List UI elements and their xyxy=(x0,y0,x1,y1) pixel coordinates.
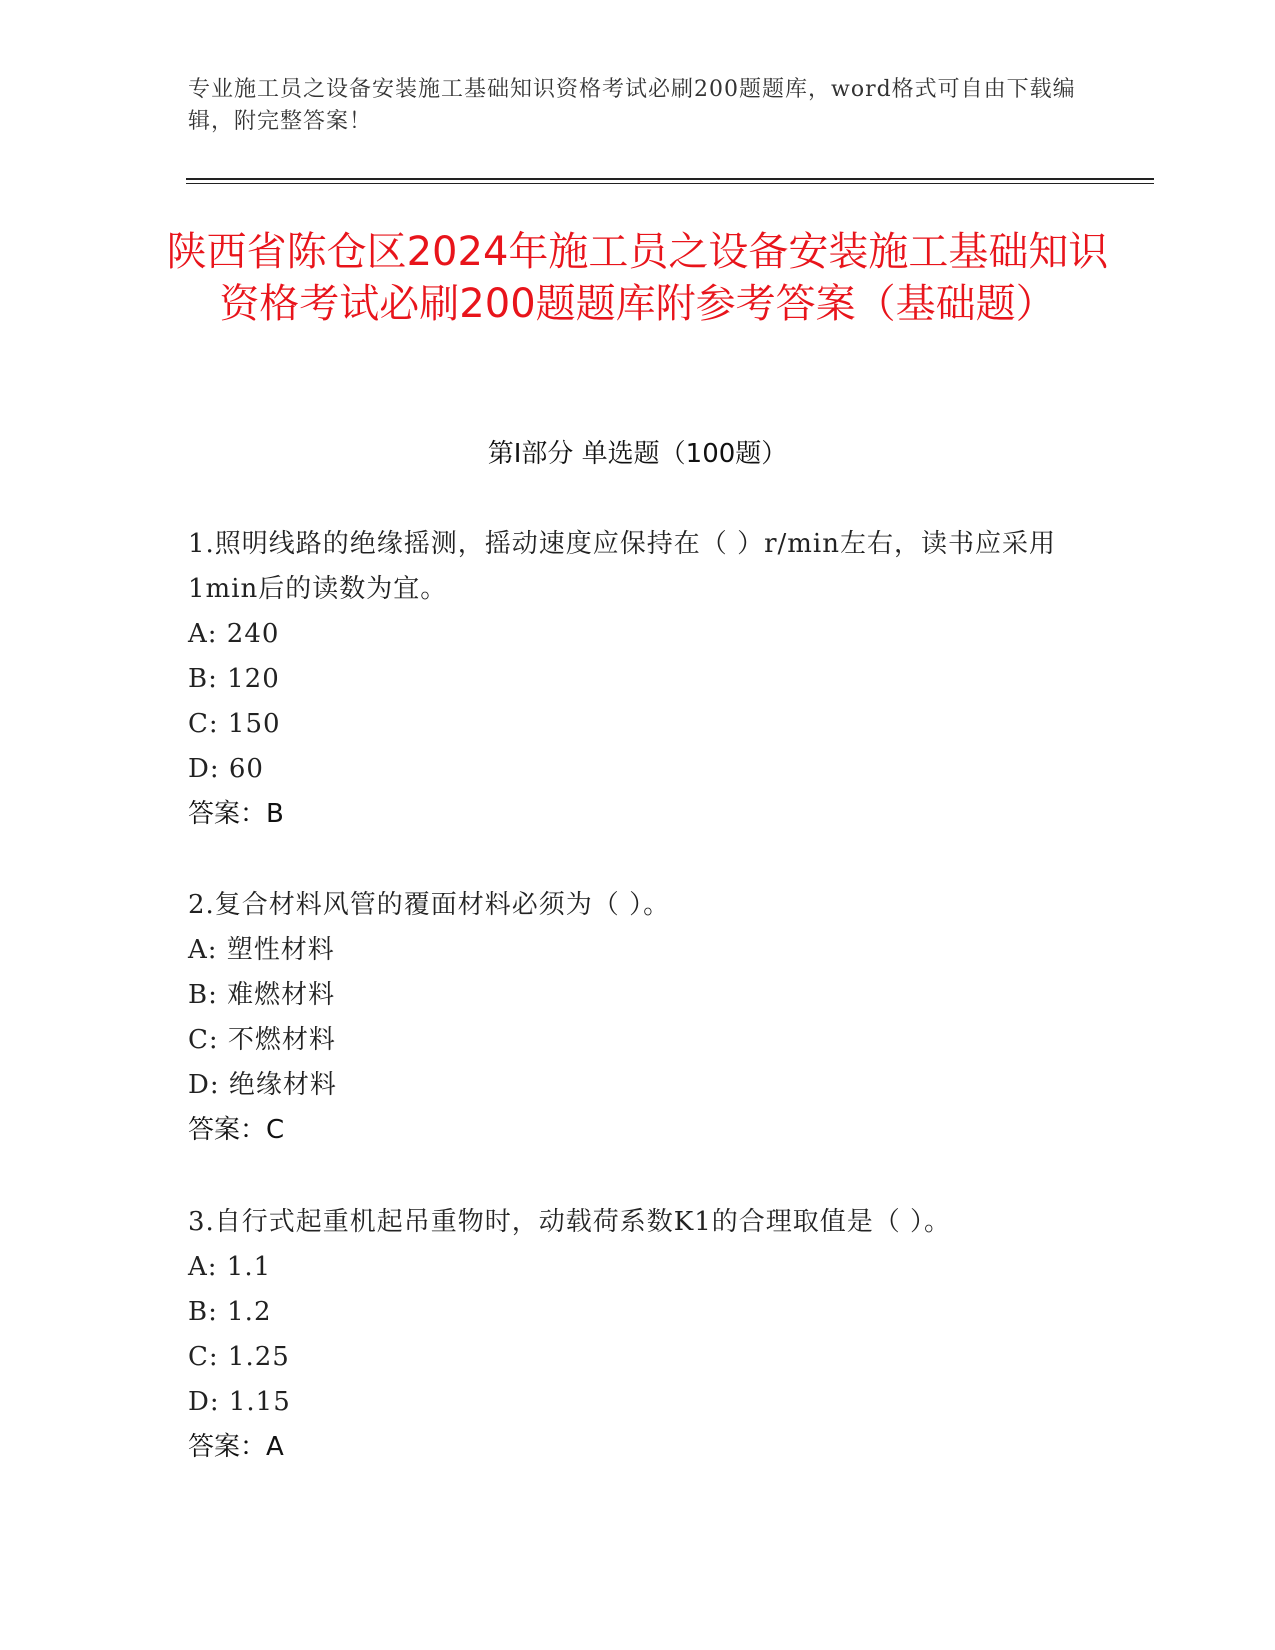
option-c: C: 150 xyxy=(188,709,281,739)
header-rule-thick xyxy=(186,178,1154,180)
answer: 答案：B xyxy=(188,799,284,829)
option-b: B: 120 xyxy=(188,664,280,694)
section-title: 第Ⅰ部分 单选题（100题） xyxy=(487,439,788,469)
question-2 xyxy=(188,883,1088,1153)
question-3 xyxy=(188,1200,1088,1470)
option-b: B: 1.2 xyxy=(188,1297,272,1327)
answer: 答案：A xyxy=(188,1432,284,1462)
document-title: 陕西省陈仓区2024年施工员之设备安装施工基础知识资格考试必刷200题题库附参考答案（基础题） xyxy=(166,229,1109,327)
header-note: 专业施工员之设备安装施工基础知识资格考试必刷200题题库，word格式可自由下载编辑，附完整答案！ xyxy=(188,77,1076,134)
option-d: D: 绝缘材料 xyxy=(188,1070,337,1100)
question-stem: 1.照明线路的绝缘摇测，摇动速度应保持在（ ）r/min左右，读书应采用1min后的读数为宜。 xyxy=(188,529,1056,604)
header-rule-thin xyxy=(186,183,1154,184)
question-stem: 3.自行式起重机起吊重物时，动载荷系数K1的合理取值是（ ）。 xyxy=(188,1207,952,1237)
option-d: D: 1.15 xyxy=(188,1387,291,1417)
question-stem: 2.复合材料风管的覆面材料必须为（ ）。 xyxy=(188,890,671,920)
option-c: C: 1.25 xyxy=(188,1342,290,1372)
option-c: C: 不燃材料 xyxy=(188,1025,336,1055)
option-d: D: 60 xyxy=(188,754,264,784)
option-a: A: 1.1 xyxy=(188,1252,272,1282)
answer: 答案：C xyxy=(188,1115,285,1145)
option-a: A: 240 xyxy=(188,619,280,649)
option-a: A: 塑性材料 xyxy=(188,935,335,965)
question-1 xyxy=(188,522,1088,837)
option-b: B: 难燃材料 xyxy=(188,980,336,1010)
